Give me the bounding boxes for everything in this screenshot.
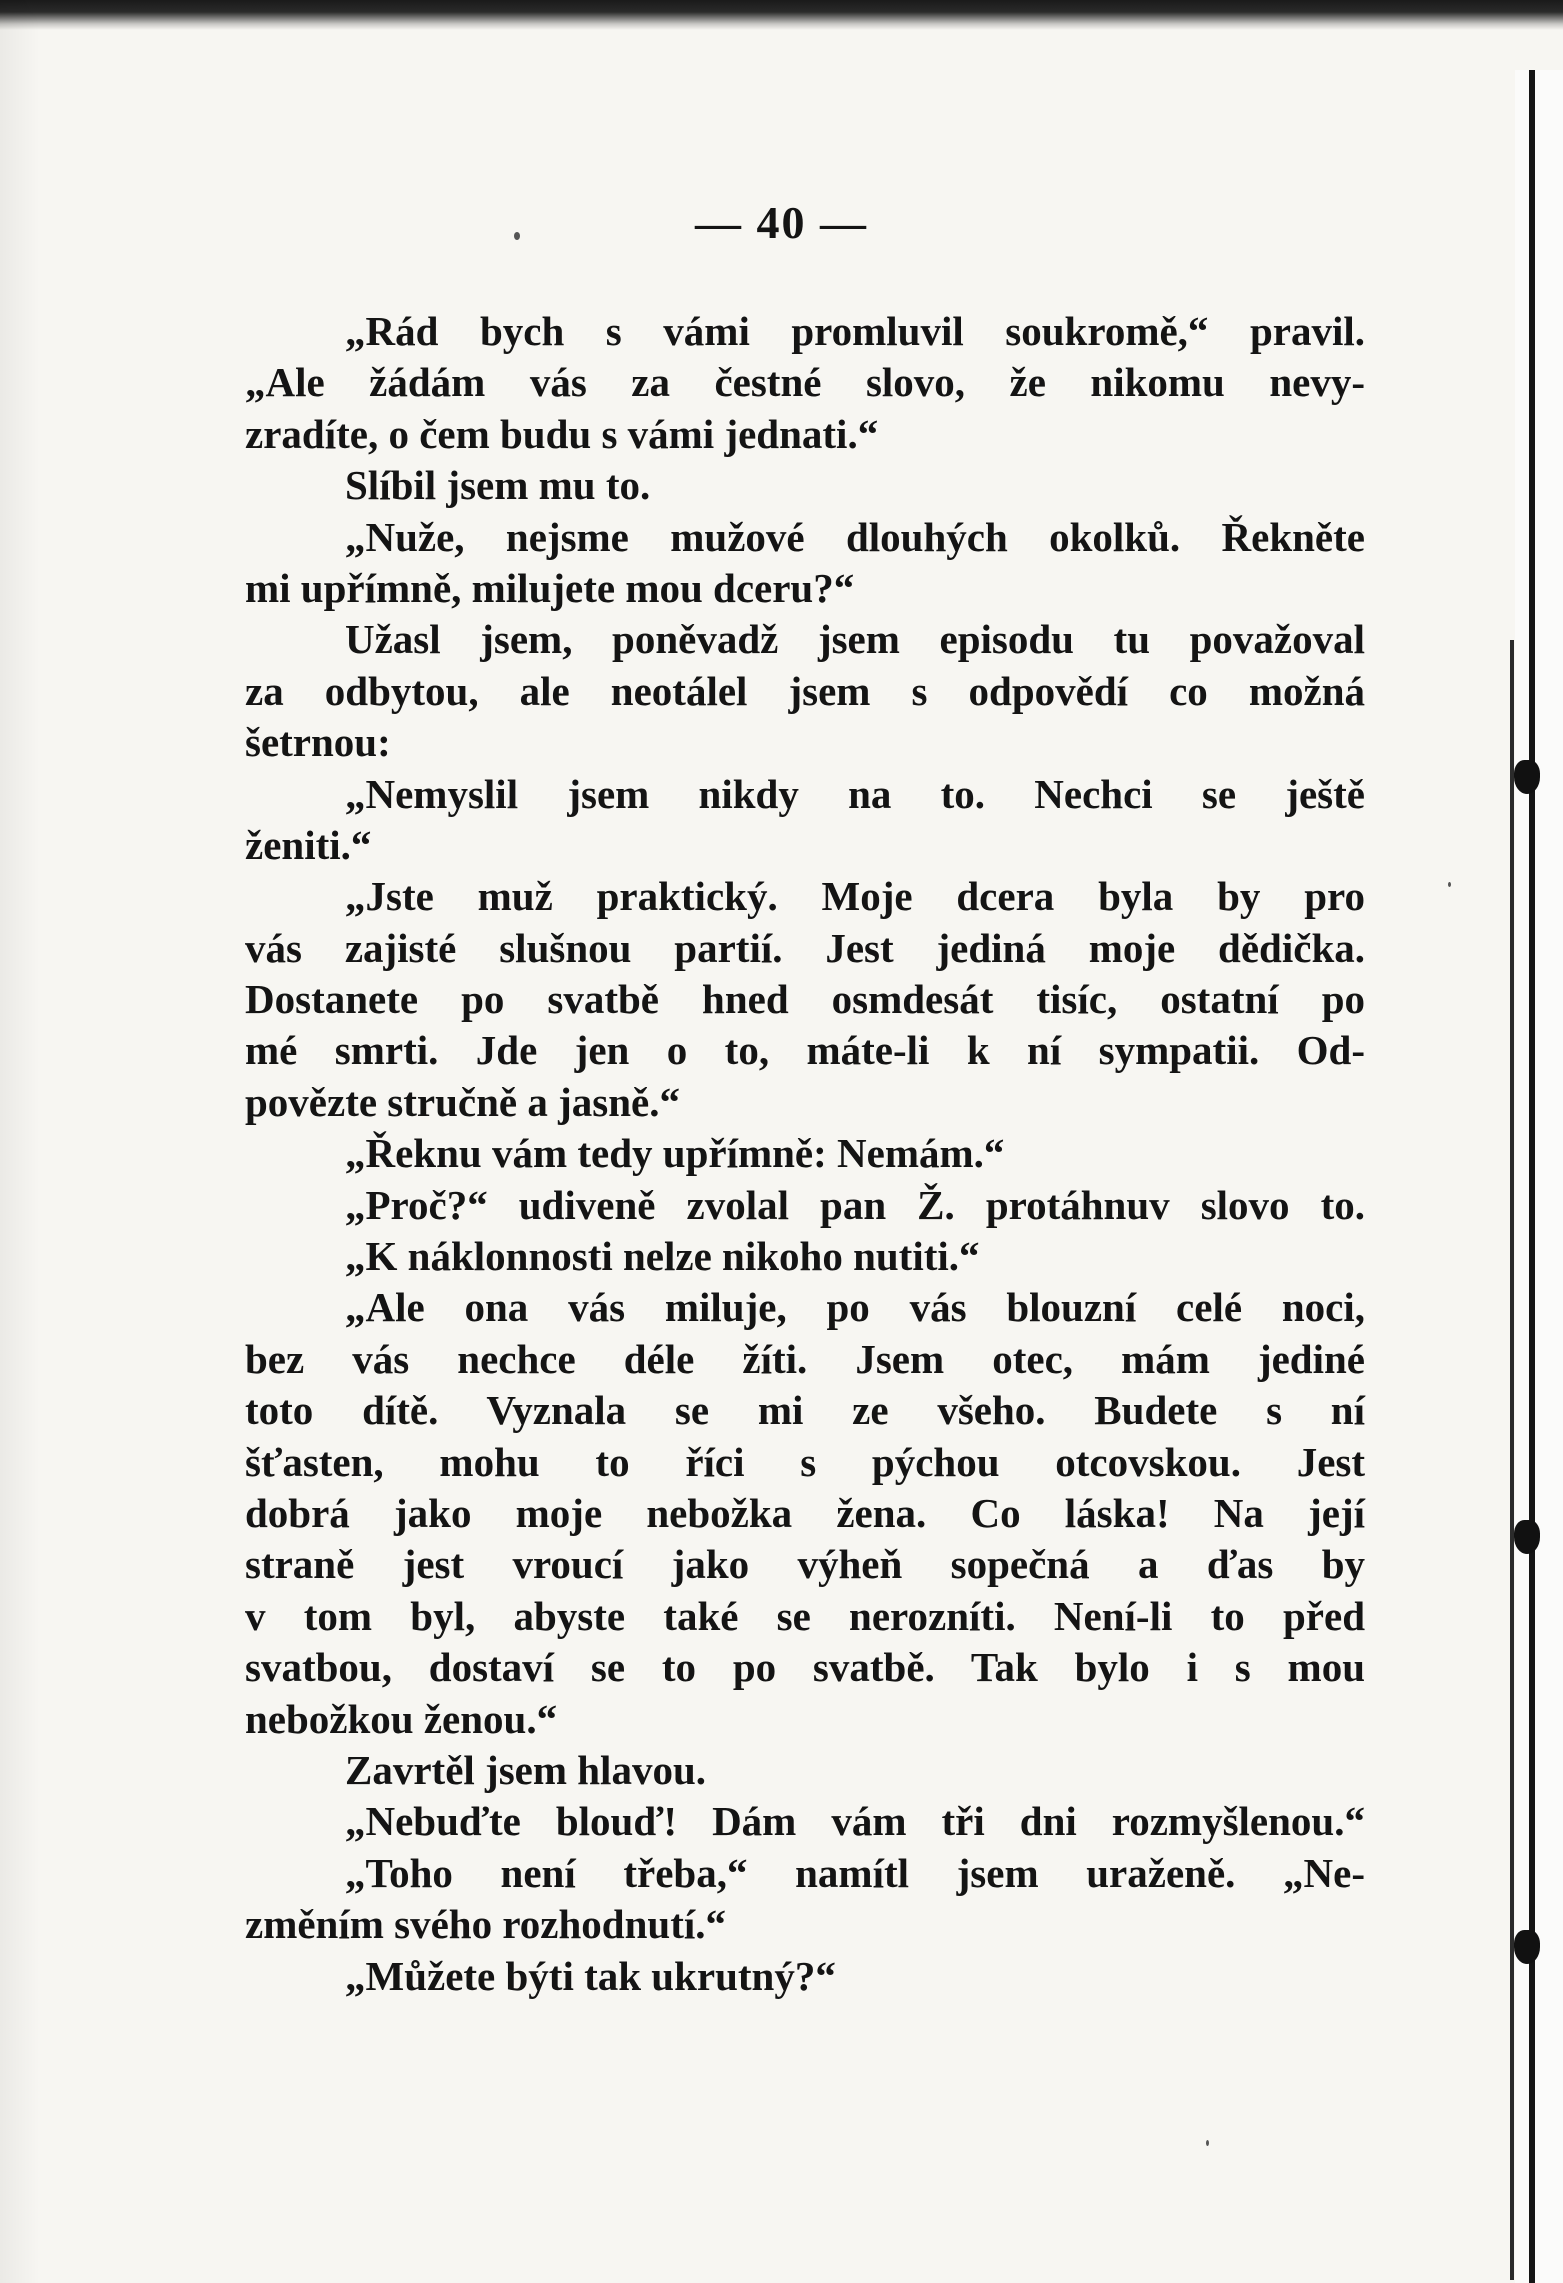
text-line: „Proč?“ udiveně zvolal pan Ž. protáhnuv slovo to. [345, 1181, 1365, 1228]
text-line: změním svého rozhodnutí.“ [245, 1901, 727, 1948]
text-line: „Nemyslil jsem nikdy na to. Nechci se ještě [345, 770, 1365, 817]
text-line: „K náklonnosti nelze nikoho nutiti.“ [345, 1233, 980, 1280]
binding-blob [1514, 1930, 1540, 1964]
text-line: dobrá jako moje nebožka žena. Co láska! Na její [245, 1489, 1365, 1536]
text-line: zradíte, o čem budu s vámi jednati.“ [245, 410, 879, 457]
text-line: Zavrtěl jsem hlavou. [345, 1746, 706, 1793]
page-number: — 40 — [695, 197, 868, 248]
scan-speck [1448, 882, 1451, 887]
text-line: „Řeknu vám tedy upřímně: Nemám.“ [345, 1130, 1005, 1177]
binding-edge-line-inner [1510, 640, 1514, 2280]
scan-speck [1206, 2140, 1209, 2146]
text-line: povězte stručně a jasně.“ [245, 1078, 680, 1125]
text-line: šetrnou: [245, 719, 391, 766]
text-line: bez vás nechce déle žíti. Jsem otec, mám jediné [245, 1335, 1365, 1382]
text-line: mé smrti. Jde jen o to, máte-li k ní sympatii. Od- [245, 1027, 1365, 1074]
text-line: „Můžete býti tak ukrutný?“ [345, 1952, 836, 1999]
text-line: „Rád bych s vámi promluvil soukromě,“ pravil. [345, 308, 1365, 354]
text-line: Užasl jsem, poněvadž jsem episodu tu považoval [345, 616, 1365, 663]
scan-top-border [0, 0, 1563, 30]
text-line: šťasten, mohu to říci s pýchou otcovskou. Jest [245, 1438, 1365, 1485]
text-line: Dostanete po svatbě hned osmdesát tisíc, ostatní po [245, 976, 1365, 1023]
text-line: svatbou, dostaví se to po svatbě. Tak bylo i s mou [245, 1644, 1365, 1691]
text-line: ženiti.“ [245, 821, 372, 868]
page-text [245, 306, 1365, 2002]
text-line: straně jest vroucí jako výheň sopečná a ďas by [245, 1541, 1365, 1588]
text-line: v tom byl, abyste také se nerozníti. Není-li to před [245, 1592, 1365, 1639]
text-line: mi upřímně, milujete mou dceru?“ [245, 564, 855, 611]
text-line: „Jste muž praktický. Moje dcera byla by pro [345, 873, 1365, 920]
text-line: „Ale žádám vás za čestné slovo, že nikomu nevy- [245, 359, 1365, 406]
text-line: za odbytou, ale neotálel jsem s odpovědí co možná [245, 667, 1365, 714]
text-line: nebožkou ženou.“ [245, 1695, 558, 1742]
text-line: toto dítě. Vyznala se mi ze všeho. Budete s ní [245, 1387, 1365, 1434]
text-line: vás zajisté slušnou partií. Jest jediná moje dědička. [245, 924, 1365, 971]
text-line: „Nebuďte blouď! Dám vám tři dni rozmyšlenou.“ [345, 1798, 1365, 1845]
text-line: Slíbil jsem mu to. [345, 462, 651, 509]
text-line: „Toho není třeba,“ namítl jsem uraženě. „Ne- [345, 1849, 1365, 1896]
text-line: „Ale ona vás miluje, po vás blouzní celé noci, [345, 1284, 1365, 1331]
text-line: „Nuže, nejsme mužové dlouhých okolků. Řekněte [345, 513, 1365, 560]
binding-blob [1514, 1520, 1540, 1554]
scan-left-shadow [0, 0, 40, 2283]
binding-blob [1514, 760, 1540, 794]
